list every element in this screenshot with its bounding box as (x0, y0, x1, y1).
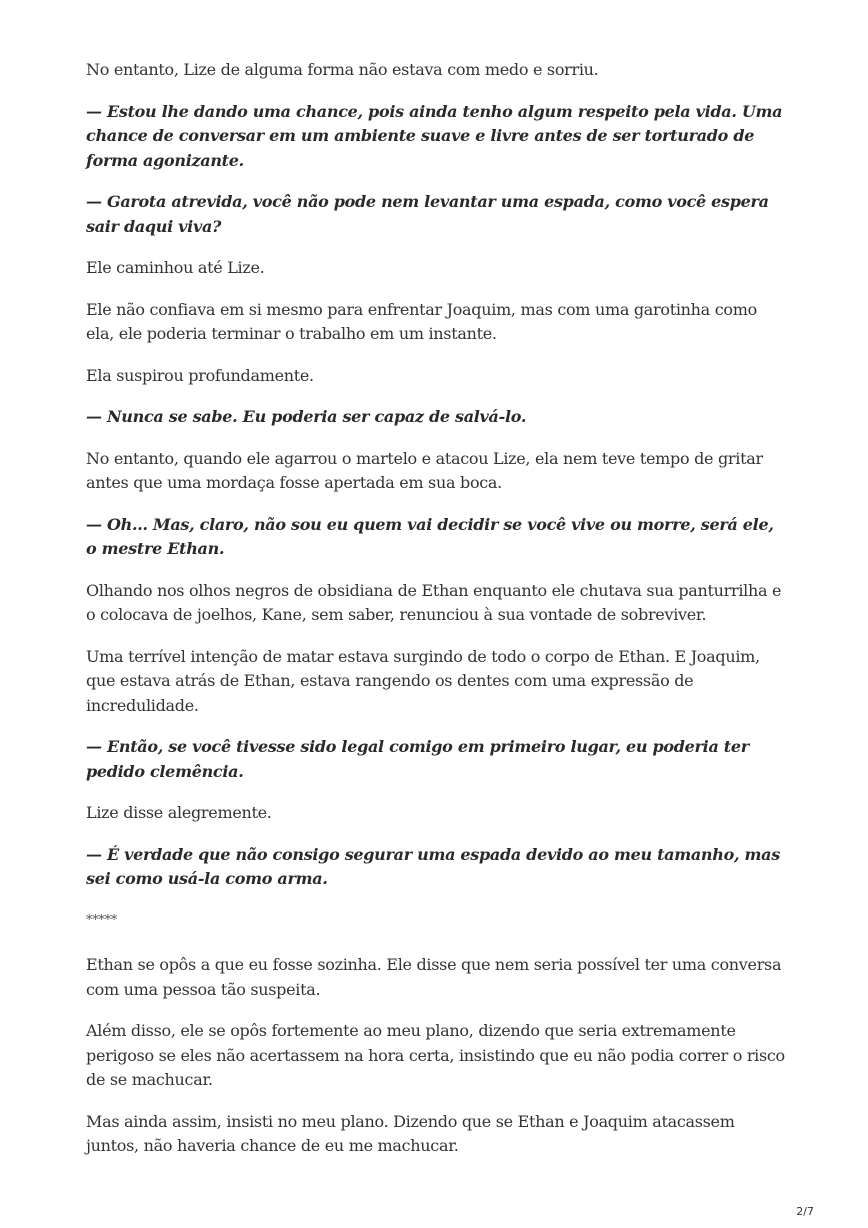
dialogue-paragraph: — Estou lhe dando uma chance, pois ainda tenho algum respeito pela vida. Uma chance de conversar em um ambiente suave e livre antes de ser torturado de forma agonizante. (86, 101, 783, 170)
paragraph: Uma terrível intenção de matar estava surgindo de todo o corpo de Ethan. E Joaquim, que estava atrás de Ethan, estava rangendo os dentes com uma expressão de incredulidade. (86, 646, 760, 715)
paragraph: Mas ainda assim, insisti no meu plano. Dizendo que se Ethan e Joaquim atacassem juntos, não haveria chance de eu me machucar. (86, 1111, 735, 1155)
paragraph: Ethan se opôs a que eu fosse sozinha. Ele disse que nem seria possível ter uma conversa com uma pessoa tão suspeita. (86, 955, 782, 999)
dialogue-paragraph: — Oh… Mas, claro, não sou eu quem vai decidir se você vive ou morre, será ele, o mestre Ethan. (86, 514, 774, 558)
dialogue-paragraph: — Garota atrevida, você não pode nem levantar uma espada, como você espera sair daqui viva? (86, 192, 769, 236)
dialogue-paragraph: — Nunca se sabe. Eu poderia ser capaz de salvá-lo. (86, 407, 527, 426)
paragraph: No entanto, quando ele agarrou o martelo e atacou Lize, ela nem teve tempo de gritar antes que uma mordaça fosse apertada em sua boca. (86, 448, 763, 492)
paragraph: Além disso, ele se opôs fortemente ao meu plano, dizendo que seria extremamente perigoso se eles não acertassem na hora certa, insistindo que eu não podia correr o risco de se machucar. (86, 1021, 785, 1089)
dialogue-paragraph: — Então, se você tivesse sido legal comigo em primeiro lugar, eu poderia ter pedido clemência. (86, 737, 749, 781)
paragraph: Ele não confiava em si mesmo para enfrentar Joaquim, mas com uma garotinha como ela, ele poderia terminar o trabalho em um instante. (86, 299, 757, 343)
paragraph: Lize disse alegremente. (86, 803, 272, 822)
paragraph: Ele caminhou até Lize. (86, 258, 265, 277)
paragraph: Ela suspirou profundamente. (86, 365, 314, 385)
dialogue-paragraph: — É verdade que não consigo segurar uma espada devido ao meu tamanho, mas sei como usá-la como arma. (86, 844, 780, 888)
scene-separator: ***** (86, 912, 118, 928)
paragraph: No entanto, Lize de alguma forma não estava com medo e sorriu. (86, 60, 599, 79)
page-number: 2/7 (796, 1205, 814, 1218)
document-body (86, 58, 786, 1176)
paragraph: Olhando nos olhos negros de obsidiana de Ethan enquanto ele chutava sua panturrilha e o colocava de joelhos, Kane, sem saber, renunciou à sua vontade de sobreviver. (86, 580, 782, 624)
